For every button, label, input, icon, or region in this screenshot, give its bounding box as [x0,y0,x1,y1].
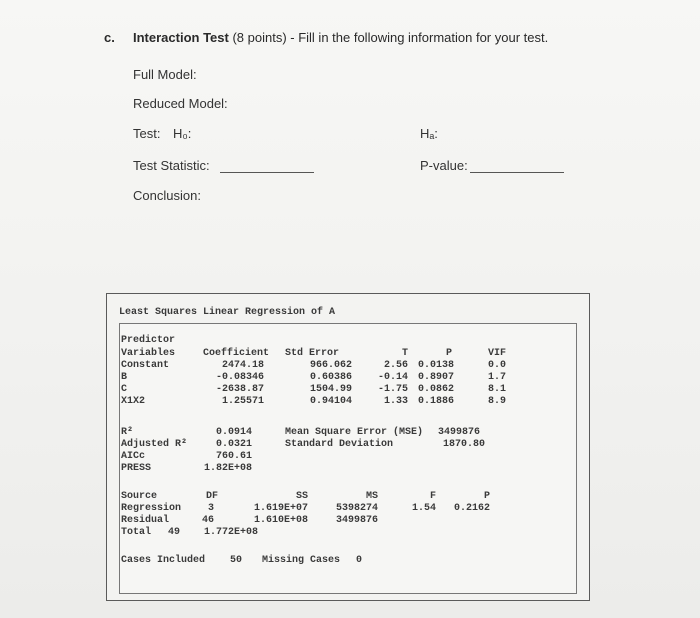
stat-value: 0.0914 [216,427,253,438]
row-se: 0.60386 [309,372,352,383]
row-vif: 8.1 [487,384,506,395]
predictor-header-1: Predictor [121,335,176,346]
row-se: 966.062 [309,360,352,371]
stat-label: AICc [121,451,146,462]
anova-source: Residual [121,515,170,526]
regression-output-panel [119,323,577,594]
sd-label: Standard Deviation [285,439,394,450]
stat-label: R² [121,427,134,438]
ha-label: Hₐ: [420,126,438,141]
row-name: C [121,384,128,395]
stat-label: Adjusted R² [121,439,188,450]
title-rest: - Fill in the following information for your test. [286,30,549,45]
col-header-vif: VIF [487,348,506,359]
stat-value: 760.61 [216,451,253,462]
row-se: 0.94104 [309,396,352,407]
col-header-t: T [401,348,408,359]
col-header-p: P [445,348,452,359]
test-statistic-blank[interactable] [220,172,314,173]
anova-header-p: P [483,491,490,502]
anova-header-f: F [429,491,436,502]
anova-source: Total [121,527,152,538]
row-t: -0.14 [377,372,408,383]
row-t: 2.56 [383,360,408,371]
predictor-header-2: Variables [121,348,176,359]
row-se: 1504.99 [309,384,352,395]
row-p: 0.0138 [417,360,454,371]
anova-header-source: Source [121,491,158,502]
anova-header-ss: SS [295,491,308,502]
stat-label: PRESS [121,463,152,474]
row-coef: 1.25571 [221,396,264,407]
output-title: Least Squares Linear Regression of A [119,307,336,318]
anova-df: 3 [207,503,214,514]
sd-value: 1870.80 [443,439,486,450]
mse-label: Mean Square Error (MSE) [285,427,424,438]
row-vif: 0.0 [487,360,506,371]
row-vif: 1.7 [487,372,506,383]
col-header-se: Std Error [285,348,340,359]
anova-ms: 3499876 [335,515,378,526]
row-t: -1.75 [377,384,408,395]
test-label: Test: [133,126,161,141]
missing-cases-label: Missing Cases [262,555,341,566]
anova-f: 1.54 [411,503,436,514]
stat-value: 0.0321 [216,439,253,450]
anova-df: 46 [201,515,214,526]
test-statistic-label: Test Statistic: [133,158,210,173]
row-coef: -0.08346 [215,372,264,383]
title-points: (8 points) [228,30,287,45]
full-model-label: Full Model: [133,67,197,82]
row-t: 1.33 [383,396,408,407]
anova-ss: 1.610E+08 [253,515,308,526]
cases-included-label: Cases Included [121,555,206,566]
row-vif: 8.9 [487,396,506,407]
cases-included-value: 50 [230,555,243,566]
anova-p: 0.2162 [453,503,490,514]
conclusion-label: Conclusion: [133,188,201,203]
row-coef: 2474.18 [221,360,264,371]
anova-ss: 1.772E+08 [204,527,259,538]
row-p: 0.1886 [417,396,454,407]
row-name: Constant [121,360,170,371]
title-bold: Interaction Test [133,30,229,45]
anova-header-df: DF [205,491,218,502]
row-p: 0.0862 [417,384,454,395]
question-letter: c. [104,30,115,45]
question-title [133,30,548,45]
p-value-label: P-value: [420,158,468,173]
row-name: X1X2 [121,396,146,407]
missing-cases-value: 0 [356,555,363,566]
h0-label: H₀: [173,126,192,141]
stat-value: 1.82E+08 [204,463,253,474]
anova-ms: 5398274 [335,503,378,514]
p-value-blank[interactable] [470,172,564,173]
row-p: 0.8907 [417,372,454,383]
anova-source: Regression [121,503,182,514]
row-coef: -2638.87 [215,384,264,395]
regression-output-window [106,293,590,601]
anova-header-ms: MS [365,491,378,502]
row-name: B [121,372,128,383]
anova-ss: 1.619E+07 [253,503,308,514]
reduced-model-label: Reduced Model: [133,96,228,111]
col-header-coef: Coefficient [203,348,270,359]
anova-df: 49 [167,527,180,538]
mse-value: 3499876 [438,427,481,438]
